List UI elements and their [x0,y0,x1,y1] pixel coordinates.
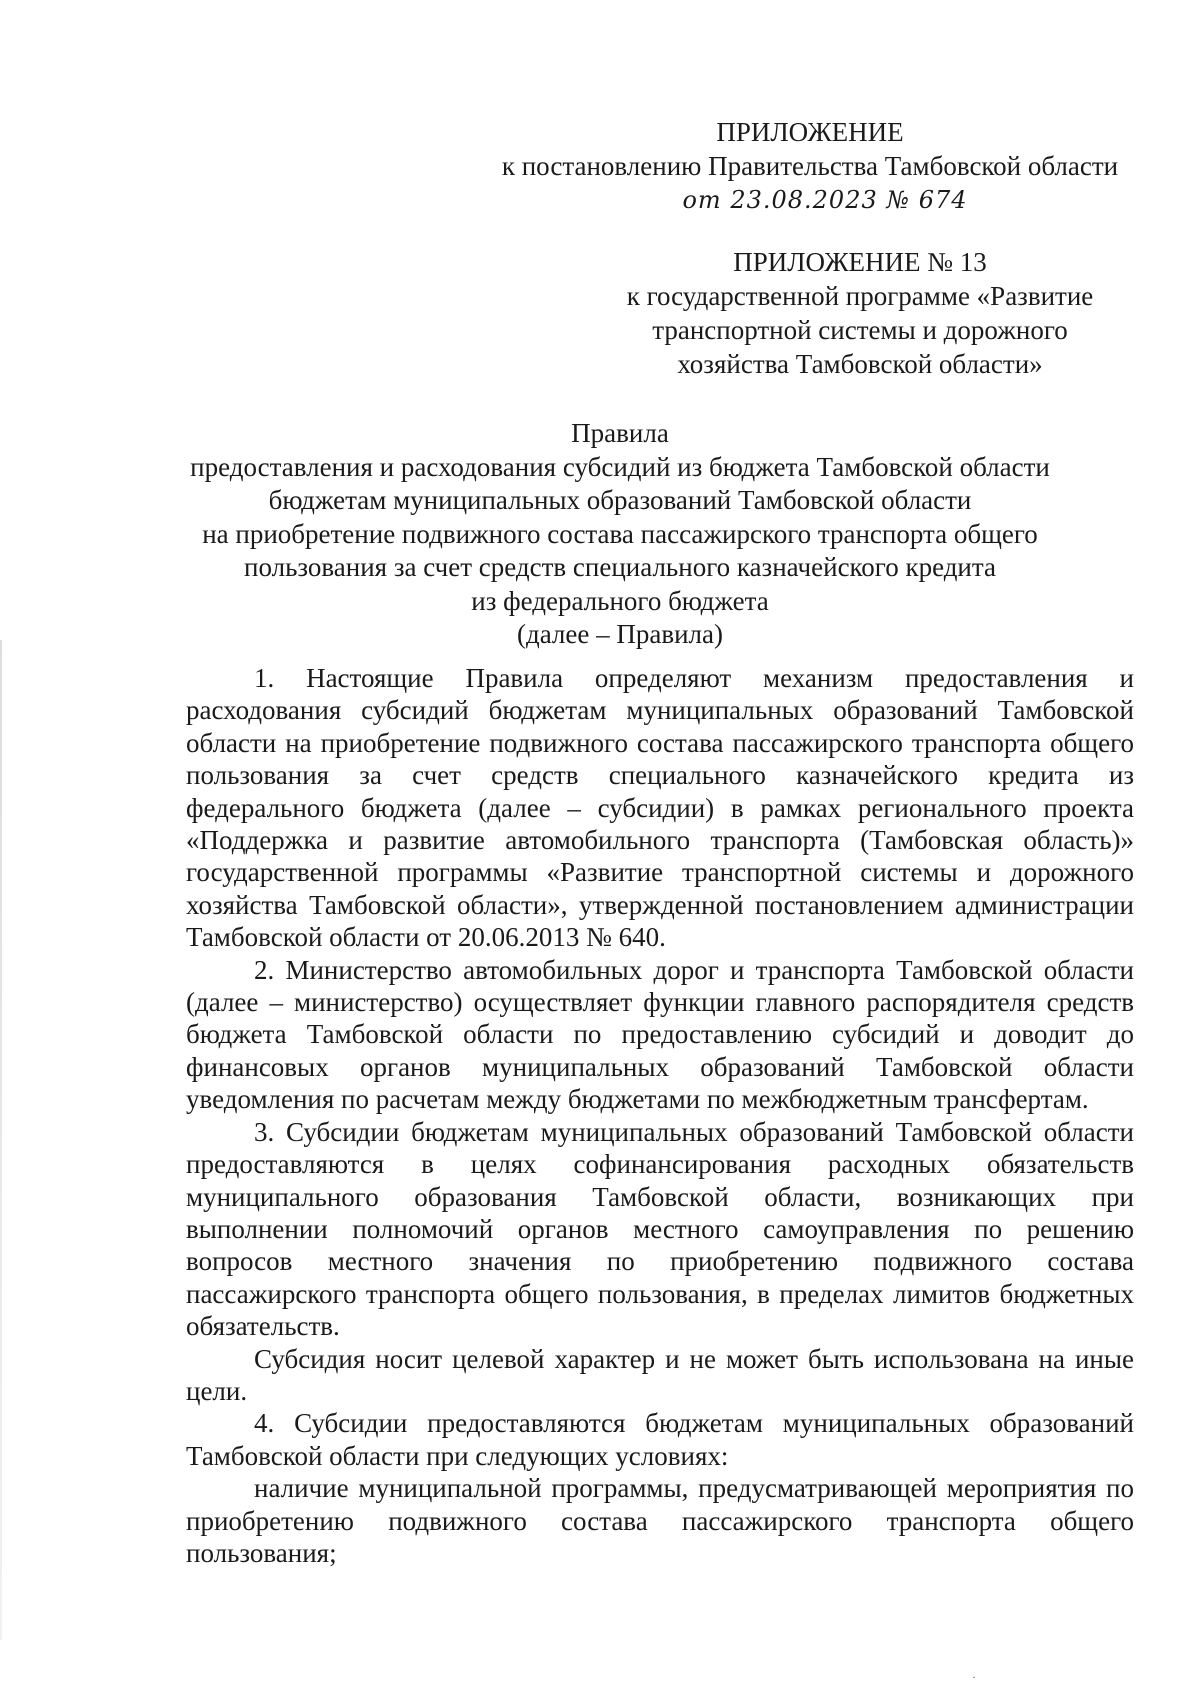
appendix13-header-line2: к государственной программе «Развитие [626,281,1094,311]
appendix13-header-line3: транспортной системы и дорожного [652,315,1068,345]
scan-dot: · [972,1670,976,1684]
appendix-header-line2: к постановлению Правительства Тамбовской области [501,151,1119,181]
paragraph-1: 1. Настоящие Правила определяют механизм предоставления и расходования субсидий бюджетам муниципальных образований Тамбовской области на приобретение подвижного состава пассажирского транспорта общего пользования за счет средств специального казначейского кредита из федерального бюджета (далее – субсидии) в рамках регионального проекта «Поддержка и развитие автомобильного транспорта (Тамбовская область)» государственной программы «Развитие транспортной системы и дорожного хозяйства Тамбовской области», утвержденной постановлением администрации Тамбовской области от 20.06.2013 № 640. [186,663,1134,953]
document-body [186,662,1134,1569]
title-line1: Правила [571,418,669,448]
paragraph-4-condition-1: наличие муниципальной программы, предусматривающей мероприятия по приобретению подвижного состава пассажирского транспорта общего пользования; [186,1473,1134,1568]
paragraph-2: 2. Министерство автомобильных дорог и транспорта Тамбовской области (далее – министерство) осуществляет функции главного распорядителя средств бюджета Тамбовской области по предоставлению субсидий и доводит до финансовых органов муниципальных образований Тамбовской области уведомления по расчетам между бюджетами по межбюджетным трансфертам. [186,954,1134,1115]
title-line3: бюджетам муниципальных образований Тамбовской области [268,485,972,515]
scan-edge [0,640,2,1640]
paragraph-4: 4. Субсидии предоставляются бюджетам муниципальных образований Тамбовской области при следующих условиях: [186,1408,1134,1471]
appendix13-header-line1: ПРИЛОЖЕНИЕ № 13 [733,247,987,277]
document-title [150,417,1090,652]
appendix13-header [600,245,1120,381]
appendix-header [480,115,1140,217]
title-line4: на приобретение подвижного состава пассажирского транспорта общего [202,518,1038,549]
title-line2: предоставления и расходования субсидий из бюджета Тамбовской области [190,451,1050,482]
title-line6: из федерального бюджета [471,585,769,616]
paragraph-3-note: Субсидия носит целевой характер и не может быть использована на иные цели. [186,1343,1134,1406]
title-line5: пользования за счет средств специального казначейского кредита [244,552,996,582]
title-line7: (далее – Правила) [516,619,724,649]
paragraph-3: 3. Субсидии бюджетам муниципальных образований Тамбовской области предоставляются в целях софинансирования расходных обязательств муниципального образования Тамбовской области, возникающих при выполнении полномочий органов местного самоуправления по решению вопросов местного значения по приобретению подвижного состава пассажирского транспорта общего пользования, в пределах лимитов бюджетных обязательств. [186,1116,1134,1342]
handwritten-date-number: от 23.08.2023 № 674 [682,186,968,214]
appendix13-header-line4: хозяйства Тамбовской области» [677,349,1043,379]
appendix-header-line1: ПРИЛОЖЕНИЕ [716,117,904,147]
